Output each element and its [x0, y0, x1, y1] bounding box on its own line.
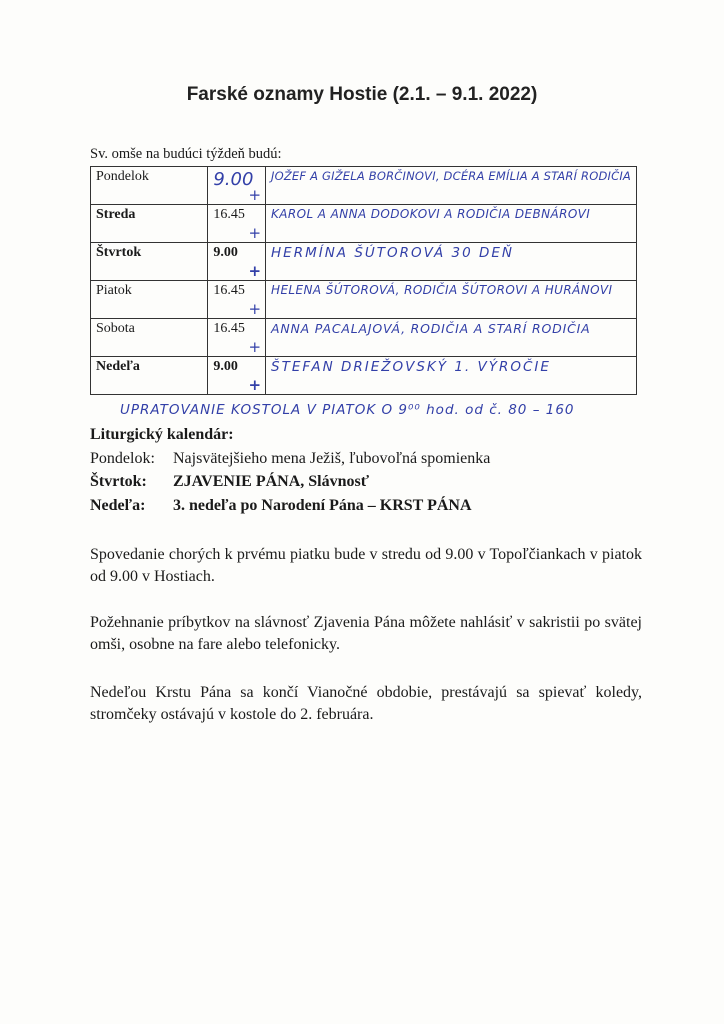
calendar-entry: ZJAVENIE PÁNA, Slávnosť	[173, 473, 370, 490]
calendar-entry: 3. nedeľa po Narodení Pána – KRST PÁNA	[173, 497, 472, 514]
day-cell: Piatok	[91, 281, 208, 319]
intention-text: JOŽEF A GIŽELA BORČINOVI, DCÉRA EMÍLIA A STARÍ RODIČIA	[271, 169, 631, 183]
calendar-day-label: Štvrtok:	[90, 473, 147, 490]
day-cell: Pondelok	[91, 167, 208, 205]
time-cell: 9.00 +	[208, 167, 266, 205]
mass-schedule-intro: Sv. omše na budúci týždeň budú:	[90, 146, 282, 162]
mass-schedule-table	[90, 166, 637, 395]
time-cell: 9.00 +	[208, 243, 266, 281]
time-cell: 16.45 +	[208, 319, 266, 357]
confession-announcement: Spovedanie chorých k prvému piatku bude v stredu od 9.00 v Topoľčiankach v piatok od 9.00 v Hostiach.	[90, 546, 642, 585]
page-title: Farské oznamy Hostie (2.1. – 9.1. 2022)	[186, 84, 538, 105]
time-cell: 16.45 +	[208, 281, 266, 319]
time-cell: 16.45 +	[208, 205, 266, 243]
church-cleaning-note: UPRATOVANIE KOSTOLA V PIATOK O 9⁰⁰ hod. od č. 80 – 160	[120, 402, 575, 418]
intention-cell	[266, 243, 637, 281]
calendar-entry: Najsvätejšieho mena Ježiš, ľubovoľná spomienka	[173, 450, 491, 467]
intention-cell	[266, 319, 637, 357]
intention-text: ANNA PACALAJOVÁ, RODIČIA A STARÍ RODIČIA	[271, 321, 591, 336]
table-row	[91, 205, 637, 243]
intention-cell	[266, 205, 637, 243]
intention-text: ŠTEFAN DRIEŽOVSKÝ 1. VÝROČIE	[271, 359, 551, 375]
day-cell: Štvrtok	[91, 243, 208, 281]
intention-cell	[266, 281, 637, 319]
day-cell: Streda	[91, 205, 208, 243]
calendar-row-monday	[90, 450, 490, 468]
time-cell: 9.00 +	[208, 357, 266, 395]
calendar-day-label: Pondelok:	[90, 450, 155, 467]
intention-text: KAROL A ANNA DODOKOVI A RODIČIA DEBNÁROVI	[271, 207, 591, 221]
table-row	[91, 357, 637, 395]
christmas-season-announcement: Nedeľou Krstu Pána sa končí Vianočné obdobie, prestávajú sa spievať koledy, stromčeky ostávajú v kostole do 2. februára.	[90, 684, 642, 723]
table-row	[91, 167, 637, 205]
intention-text: HERMÍNA ŠÚTOROVÁ 30 DEŇ	[271, 245, 514, 261]
calendar-day-label: Nedeľa:	[90, 497, 146, 514]
table-row	[91, 243, 637, 281]
intention-cell	[266, 357, 637, 395]
calendar-row-sunday	[90, 497, 472, 515]
liturgical-calendar-heading: Liturgický kalendár:	[90, 426, 234, 443]
calendar-row-thursday	[90, 473, 369, 491]
house-blessing-announcement: Požehnanie príbytkov na slávnosť Zjavenia Pána môžete nahlásiť v sakristii po svätej omši, osobne na fare alebo telefonicky.	[90, 614, 642, 653]
table-row	[91, 281, 637, 319]
table-row	[91, 319, 637, 357]
day-cell: Sobota	[91, 319, 208, 357]
day-cell: Nedeľa	[91, 357, 208, 395]
intention-text: HELENA ŠÚTOROVÁ, RODIČIA ŠÚTOROVI A HURÁNOVI	[271, 283, 613, 297]
intention-cell	[266, 167, 637, 205]
